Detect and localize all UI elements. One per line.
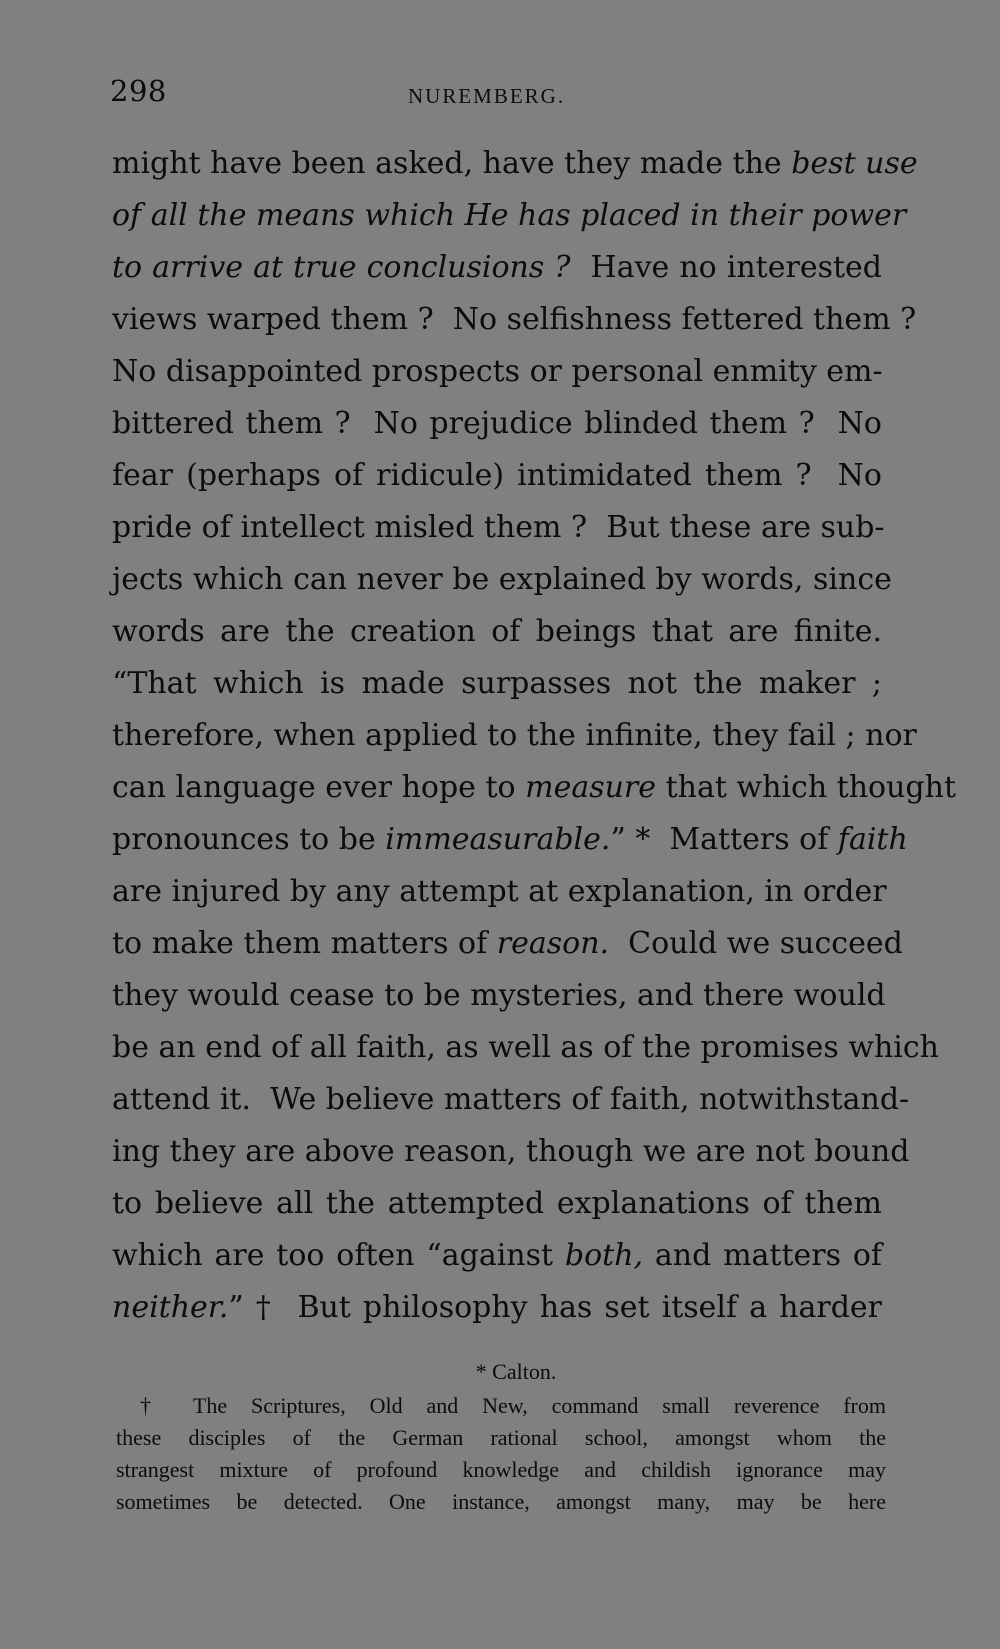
- text-segment: pride of intellect misled them ? But these are sub-: [112, 510, 885, 545]
- footnote-line: † The Scriptures, Old and New, command small reverence from: [140, 1393, 886, 1418]
- text-segment: ” † But philosophy has set itself a harder: [228, 1290, 882, 1325]
- text-segment: can language ever hope to: [112, 770, 526, 805]
- text-segment: pronounces to be: [112, 822, 386, 857]
- text-segment: therefore, when applied to the infinite, they fail ; nor: [112, 718, 917, 753]
- text-line: [112, 190, 907, 242]
- text-segment: “That which is made surpasses not the maker ;: [112, 666, 882, 701]
- text-line: [112, 1126, 910, 1178]
- text-line: [112, 398, 882, 450]
- text-segment: that which thought: [656, 770, 957, 805]
- footnote-line: sometimes be detected. One instance, amongst many, may be here: [116, 1489, 886, 1514]
- text-line: [112, 242, 882, 294]
- text-segment: No disappointed prospects or personal enmity em-: [112, 354, 883, 389]
- body-text: [112, 138, 957, 1334]
- text-segment: attend it. We believe matters of faith, notwithstand-: [112, 1082, 910, 1117]
- text-line: [112, 710, 917, 762]
- text-segment: ing they are above reason, though we are not bound: [112, 1134, 910, 1169]
- italic-text: reason.: [496, 926, 610, 961]
- italic-text: neither.: [112, 1290, 229, 1325]
- page-header: [110, 74, 880, 114]
- text-segment: to make them matters of: [112, 926, 497, 961]
- page-number: 298: [110, 74, 167, 108]
- text-line: [112, 1022, 940, 1074]
- text-segment: which are too often “against: [112, 1238, 565, 1273]
- text-segment: be an end of all faith, as well as of the promises which: [112, 1030, 940, 1065]
- text-segment: bittered them ? No prejudice blinded them ? No: [112, 406, 882, 441]
- text-line: [112, 970, 886, 1022]
- text-segment: they would cease to be mysteries, and there would: [112, 978, 886, 1013]
- italic-text: to arrive at true conclusions ?: [112, 250, 571, 285]
- footnote-line: strangest mixture of profound knowledge and childish ignorance may: [116, 1457, 886, 1482]
- text-line: [112, 1074, 910, 1126]
- text-line: [112, 502, 885, 554]
- running-title: NUREMBERG.: [408, 84, 566, 108]
- text-line: [112, 346, 882, 398]
- text-line: [112, 866, 887, 918]
- footnotes: [116, 1354, 886, 1518]
- italic-text: both,: [564, 1238, 644, 1273]
- italic-text: faith: [837, 822, 908, 857]
- text-segment: are injured by any attempt at explanation, in order: [112, 874, 887, 909]
- italic-text: best use: [791, 146, 918, 181]
- text-segment: to believe all the attempted explanations of them: [112, 1186, 882, 1221]
- text-segment: Could we succeed: [609, 926, 903, 961]
- footnote-line: these disciples of the German rational school, amongst whom the: [116, 1425, 886, 1450]
- text-line: [112, 918, 903, 970]
- italic-text: of all the means which He has placed in their power: [112, 198, 907, 233]
- text-line: [112, 1178, 882, 1230]
- text-segment: Have no interested: [570, 250, 882, 285]
- text-line: [112, 1230, 882, 1282]
- text-segment: words are the creation of beings that are finite.: [112, 614, 882, 649]
- text-line: [112, 762, 957, 814]
- italic-text: measure: [525, 770, 657, 805]
- footnote-dagger: [116, 1390, 886, 1518]
- text-segment: and matters of: [643, 1238, 882, 1273]
- text-segment: might have been asked, have they made the: [112, 146, 792, 181]
- text-line: [112, 814, 908, 866]
- text-segment: ” * Matters of: [610, 822, 838, 857]
- text-segment: jects which can never be explained by words, since: [112, 562, 892, 597]
- text-line: [112, 294, 917, 346]
- text-line: [112, 450, 882, 502]
- text-segment: views warped them ? No selfishness fettered them ?: [112, 302, 917, 337]
- italic-text: immeasurable.: [385, 822, 611, 857]
- text-line: [112, 606, 882, 658]
- text-segment: fear (perhaps of ridicule) intimidated them ? No: [112, 458, 882, 493]
- text-line: [112, 658, 882, 710]
- text-line: [112, 138, 918, 190]
- text-line: [112, 554, 892, 606]
- footnote-calton: * Calton.: [475, 1359, 557, 1384]
- text-line: [112, 1282, 882, 1334]
